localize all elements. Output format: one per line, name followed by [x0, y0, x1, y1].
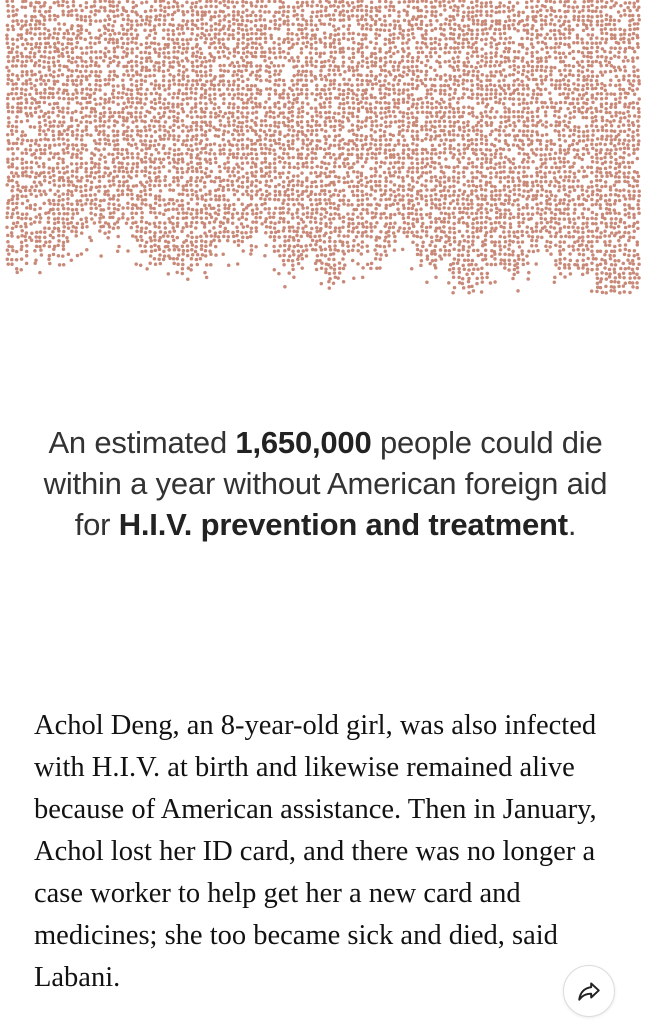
stat-number: 1,650,000 [235, 425, 372, 460]
stat-middle: people could die within a year without American foreign aid for [43, 425, 608, 542]
share-button[interactable] [563, 965, 615, 1017]
stat-suffix: . [567, 507, 577, 542]
stat-prefix: An estimated [48, 425, 236, 460]
stat-program: H.I.V. prevention and treatment [118, 507, 568, 542]
dot-field [5, 0, 641, 295]
dot-graphic [0, 0, 651, 300]
article-paragraph: Achol Deng, an 8-year-old girl, was also infected with H.I.V. at birth and likewise remained alive because of American assistance. Then in January, Achol lost her ID card, and there was no longer a case worker to help get her a new card and medicines; she too became sick and died, said Labani. [34, 709, 597, 993]
stat-callout [40, 422, 611, 545]
share-arrow-icon [576, 978, 602, 1004]
